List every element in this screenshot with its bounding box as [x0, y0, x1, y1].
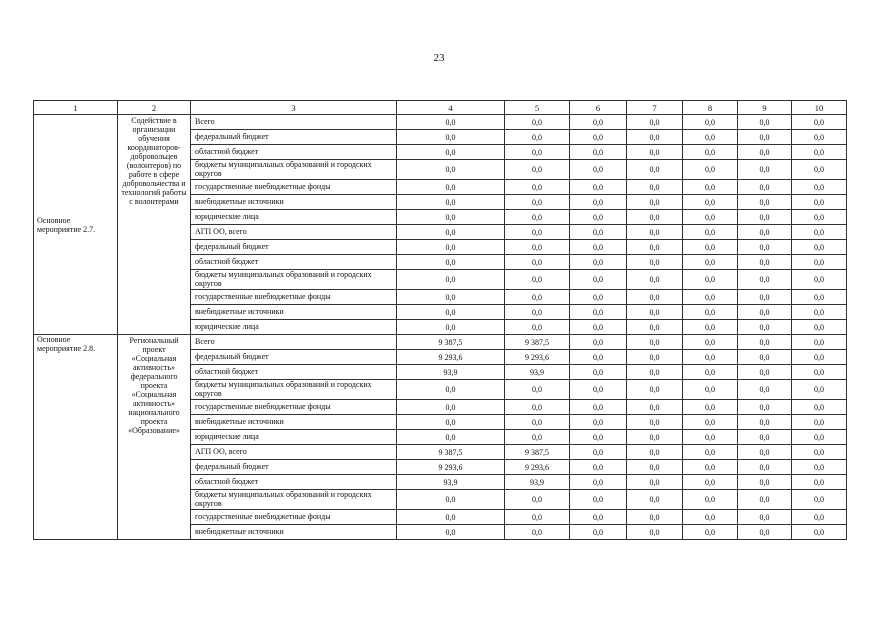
value-cell-col-6: 0,0 [570, 255, 627, 270]
header-col-6: 6 [570, 101, 627, 115]
value-cell-col-4: 0,0 [397, 525, 505, 540]
funding-source-cell: бюджеты муниципальных образований и городских округов [191, 490, 397, 510]
value-cell-col-8: 0,0 [683, 460, 738, 475]
value-cell-col-4: 0,0 [397, 290, 505, 305]
value-cell-col-6: 0,0 [570, 145, 627, 160]
event-description-cell: Содействие в организации обучения координаторов-добровольцев (волонтеров) по работе в сфере добровольчества и технологий работы с волонтерами [118, 115, 191, 335]
value-cell-col-9: 0,0 [738, 430, 792, 445]
value-cell-col-4: 0,0 [397, 180, 505, 195]
value-cell-col-7: 0,0 [627, 225, 683, 240]
value-cell-col-7: 0,0 [627, 525, 683, 540]
funding-source-cell: государственные внебюджетные фонды [191, 510, 397, 525]
value-cell-col-8: 0,0 [683, 270, 738, 290]
value-cell-col-7: 0,0 [627, 400, 683, 415]
value-cell-col-10: 0,0 [792, 145, 847, 160]
header-col-9: 9 [738, 101, 792, 115]
funding-source-cell: Всего [191, 115, 397, 130]
event-name-cell: Основное мероприятие 2.8. [34, 335, 118, 540]
value-cell-col-4: 9 387,5 [397, 445, 505, 460]
value-cell-col-8: 0,0 [683, 290, 738, 305]
value-cell-col-6: 0,0 [570, 415, 627, 430]
value-cell-col-6: 0,0 [570, 210, 627, 225]
funding-source-cell: юридические лица [191, 320, 397, 335]
value-cell-col-7: 0,0 [627, 270, 683, 290]
value-cell-col-8: 0,0 [683, 510, 738, 525]
value-cell-col-6: 0,0 [570, 380, 627, 400]
value-cell-col-5: 0,0 [505, 400, 570, 415]
event-description-cell: Региональный проект «Социальная активность» федерального проекта «Социальная активность» национального проекта «Образование» [118, 335, 191, 540]
value-cell-col-8: 0,0 [683, 195, 738, 210]
value-cell-col-10: 0,0 [792, 525, 847, 540]
value-cell-col-4: 0,0 [397, 145, 505, 160]
value-cell-col-9: 0,0 [738, 130, 792, 145]
value-cell-col-5: 0,0 [505, 270, 570, 290]
value-cell-col-7: 0,0 [627, 335, 683, 350]
value-cell-col-9: 0,0 [738, 415, 792, 430]
value-cell-col-6: 0,0 [570, 320, 627, 335]
value-cell-col-8: 0,0 [683, 320, 738, 335]
value-cell-col-5: 0,0 [505, 160, 570, 180]
value-cell-col-8: 0,0 [683, 305, 738, 320]
value-cell-col-4: 0,0 [397, 225, 505, 240]
value-cell-col-7: 0,0 [627, 195, 683, 210]
value-cell-col-6: 0,0 [570, 335, 627, 350]
value-cell-col-6: 0,0 [570, 225, 627, 240]
value-cell-col-9: 0,0 [738, 160, 792, 180]
value-cell-col-9: 0,0 [738, 210, 792, 225]
value-cell-col-4: 0,0 [397, 130, 505, 145]
value-cell-col-9: 0,0 [738, 195, 792, 210]
value-cell-col-10: 0,0 [792, 305, 847, 320]
value-cell-col-5: 0,0 [505, 320, 570, 335]
funding-source-cell: бюджеты муниципальных образований и городских округов [191, 160, 397, 180]
value-cell-col-10: 0,0 [792, 255, 847, 270]
value-cell-col-4: 9 293,6 [397, 350, 505, 365]
header-col-7: 7 [627, 101, 683, 115]
value-cell-col-5: 93,9 [505, 475, 570, 490]
value-cell-col-4: 0,0 [397, 210, 505, 225]
value-cell-col-9: 0,0 [738, 510, 792, 525]
value-cell-col-10: 0,0 [792, 380, 847, 400]
value-cell-col-9: 0,0 [738, 320, 792, 335]
value-cell-col-6: 0,0 [570, 130, 627, 145]
value-cell-col-9: 0,0 [738, 400, 792, 415]
value-cell-col-8: 0,0 [683, 400, 738, 415]
value-cell-col-6: 0,0 [570, 445, 627, 460]
value-cell-col-5: 9 387,5 [505, 445, 570, 460]
value-cell-col-10: 0,0 [792, 270, 847, 290]
value-cell-col-10: 0,0 [792, 460, 847, 475]
value-cell-col-10: 0,0 [792, 335, 847, 350]
funding-source-cell: внебюджетные источники [191, 415, 397, 430]
funding-source-cell: областной бюджет [191, 365, 397, 380]
funding-source-cell: областной бюджет [191, 475, 397, 490]
value-cell-col-10: 0,0 [792, 160, 847, 180]
value-cell-col-7: 0,0 [627, 460, 683, 475]
value-cell-col-4: 0,0 [397, 400, 505, 415]
value-cell-col-6: 0,0 [570, 240, 627, 255]
value-cell-col-5: 0,0 [505, 240, 570, 255]
value-cell-col-8: 0,0 [683, 335, 738, 350]
value-cell-col-8: 0,0 [683, 255, 738, 270]
value-cell-col-7: 0,0 [627, 210, 683, 225]
value-cell-col-10: 0,0 [792, 115, 847, 130]
value-cell-col-5: 9 387,5 [505, 335, 570, 350]
value-cell-col-8: 0,0 [683, 380, 738, 400]
value-cell-col-4: 0,0 [397, 490, 505, 510]
value-cell-col-9: 0,0 [738, 225, 792, 240]
value-cell-col-4: 0,0 [397, 305, 505, 320]
value-cell-col-4: 0,0 [397, 430, 505, 445]
value-cell-col-6: 0,0 [570, 270, 627, 290]
funding-source-cell: юридические лица [191, 430, 397, 445]
value-cell-col-4: 9 387,5 [397, 335, 505, 350]
value-cell-col-8: 0,0 [683, 365, 738, 380]
value-cell-col-8: 0,0 [683, 430, 738, 445]
value-cell-col-4: 0,0 [397, 240, 505, 255]
value-cell-col-7: 0,0 [627, 380, 683, 400]
value-cell-col-5: 0,0 [505, 415, 570, 430]
header-col-4: 4 [397, 101, 505, 115]
value-cell-col-9: 0,0 [738, 460, 792, 475]
funding-source-cell: областной бюджет [191, 145, 397, 160]
value-cell-col-9: 0,0 [738, 305, 792, 320]
value-cell-col-5: 0,0 [505, 210, 570, 225]
value-cell-col-4: 0,0 [397, 510, 505, 525]
funding-source-cell: областной бюджет [191, 255, 397, 270]
value-cell-col-10: 0,0 [792, 430, 847, 445]
value-cell-col-6: 0,0 [570, 475, 627, 490]
value-cell-col-8: 0,0 [683, 445, 738, 460]
header-col-3: 3 [191, 101, 397, 115]
value-cell-col-5: 0,0 [505, 145, 570, 160]
value-cell-col-10: 0,0 [792, 240, 847, 255]
funding-source-cell: АГП ОО, всего [191, 225, 397, 240]
value-cell-col-5: 0,0 [505, 380, 570, 400]
funding-source-cell: государственные внебюджетные фонды [191, 290, 397, 305]
value-cell-col-10: 0,0 [792, 415, 847, 430]
budget-table [33, 100, 847, 540]
value-cell-col-7: 0,0 [627, 115, 683, 130]
value-cell-col-8: 0,0 [683, 525, 738, 540]
value-cell-col-8: 0,0 [683, 210, 738, 225]
value-cell-col-7: 0,0 [627, 305, 683, 320]
value-cell-col-8: 0,0 [683, 130, 738, 145]
value-cell-col-7: 0,0 [627, 320, 683, 335]
value-cell-col-4: 0,0 [397, 255, 505, 270]
value-cell-col-8: 0,0 [683, 145, 738, 160]
value-cell-col-7: 0,0 [627, 350, 683, 365]
value-cell-col-9: 0,0 [738, 115, 792, 130]
value-cell-col-5: 0,0 [505, 130, 570, 145]
value-cell-col-10: 0,0 [792, 290, 847, 305]
value-cell-col-6: 0,0 [570, 460, 627, 475]
value-cell-col-7: 0,0 [627, 240, 683, 255]
value-cell-col-9: 0,0 [738, 350, 792, 365]
value-cell-col-9: 0,0 [738, 270, 792, 290]
value-cell-col-4: 0,0 [397, 160, 505, 180]
value-cell-col-8: 0,0 [683, 475, 738, 490]
funding-source-cell: внебюджетные источники [191, 525, 397, 540]
value-cell-col-9: 0,0 [738, 475, 792, 490]
value-cell-col-9: 0,0 [738, 145, 792, 160]
value-cell-col-4: 0,0 [397, 320, 505, 335]
value-cell-col-5: 0,0 [505, 255, 570, 270]
funding-source-cell: внебюджетные источники [191, 305, 397, 320]
value-cell-col-6: 0,0 [570, 430, 627, 445]
value-cell-col-7: 0,0 [627, 445, 683, 460]
value-cell-col-6: 0,0 [570, 365, 627, 380]
value-cell-col-8: 0,0 [683, 180, 738, 195]
value-cell-col-10: 0,0 [792, 210, 847, 225]
value-cell-col-5: 0,0 [505, 225, 570, 240]
value-cell-col-5: 93,9 [505, 365, 570, 380]
value-cell-col-5: 0,0 [505, 510, 570, 525]
value-cell-col-4: 93,9 [397, 365, 505, 380]
value-cell-col-6: 0,0 [570, 290, 627, 305]
value-cell-col-5: 0,0 [505, 290, 570, 305]
value-cell-col-4: 0,0 [397, 380, 505, 400]
value-cell-col-9: 0,0 [738, 255, 792, 270]
value-cell-col-10: 0,0 [792, 180, 847, 195]
value-cell-col-4: 9 293,6 [397, 460, 505, 475]
value-cell-col-9: 0,0 [738, 365, 792, 380]
value-cell-col-5: 0,0 [505, 305, 570, 320]
value-cell-col-7: 0,0 [627, 290, 683, 305]
value-cell-col-10: 0,0 [792, 475, 847, 490]
value-cell-col-4: 93,9 [397, 475, 505, 490]
value-cell-col-7: 0,0 [627, 490, 683, 510]
value-cell-col-6: 0,0 [570, 510, 627, 525]
value-cell-col-10: 0,0 [792, 510, 847, 525]
table-row [34, 335, 847, 350]
value-cell-col-6: 0,0 [570, 195, 627, 210]
value-cell-col-7: 0,0 [627, 365, 683, 380]
page-number: 23 [433, 52, 445, 64]
header-row [34, 101, 847, 115]
value-cell-col-6: 0,0 [570, 160, 627, 180]
value-cell-col-4: 0,0 [397, 415, 505, 430]
value-cell-col-10: 0,0 [792, 445, 847, 460]
value-cell-col-10: 0,0 [792, 225, 847, 240]
value-cell-col-8: 0,0 [683, 490, 738, 510]
funding-source-cell: федеральный бюджет [191, 460, 397, 475]
value-cell-col-7: 0,0 [627, 255, 683, 270]
value-cell-col-10: 0,0 [792, 320, 847, 335]
value-cell-col-7: 0,0 [627, 475, 683, 490]
header-col-2: 2 [118, 101, 191, 115]
header-col-8: 8 [683, 101, 738, 115]
value-cell-col-6: 0,0 [570, 400, 627, 415]
value-cell-col-9: 0,0 [738, 490, 792, 510]
value-cell-col-8: 0,0 [683, 160, 738, 180]
value-cell-col-10: 0,0 [792, 400, 847, 415]
value-cell-col-9: 0,0 [738, 445, 792, 460]
value-cell-col-9: 0,0 [738, 240, 792, 255]
value-cell-col-9: 0,0 [738, 380, 792, 400]
header-col-10: 10 [792, 101, 847, 115]
funding-source-cell: федеральный бюджет [191, 240, 397, 255]
value-cell-col-6: 0,0 [570, 490, 627, 510]
funding-source-cell: государственные внебюджетные фонды [191, 400, 397, 415]
value-cell-col-7: 0,0 [627, 130, 683, 145]
value-cell-col-4: 0,0 [397, 270, 505, 290]
event-name-cell: Основное мероприятие 2.7. [34, 115, 118, 335]
value-cell-col-10: 0,0 [792, 365, 847, 380]
value-cell-col-9: 0,0 [738, 290, 792, 305]
value-cell-col-5: 0,0 [505, 115, 570, 130]
value-cell-col-9: 0,0 [738, 525, 792, 540]
funding-source-cell: бюджеты муниципальных образований и городских округов [191, 380, 397, 400]
funding-source-cell: внебюджетные источники [191, 195, 397, 210]
value-cell-col-7: 0,0 [627, 510, 683, 525]
value-cell-col-8: 0,0 [683, 415, 738, 430]
value-cell-col-9: 0,0 [738, 180, 792, 195]
value-cell-col-6: 0,0 [570, 350, 627, 365]
value-cell-col-4: 0,0 [397, 115, 505, 130]
value-cell-col-5: 0,0 [505, 195, 570, 210]
funding-source-cell: государственные внебюджетные фонды [191, 180, 397, 195]
value-cell-col-8: 0,0 [683, 350, 738, 365]
value-cell-col-5: 9 293,6 [505, 350, 570, 365]
value-cell-col-10: 0,0 [792, 350, 847, 365]
value-cell-col-8: 0,0 [683, 240, 738, 255]
value-cell-col-5: 0,0 [505, 180, 570, 195]
value-cell-col-10: 0,0 [792, 130, 847, 145]
value-cell-col-5: 0,0 [505, 430, 570, 445]
value-cell-col-9: 0,0 [738, 335, 792, 350]
value-cell-col-6: 0,0 [570, 305, 627, 320]
header-col-5: 5 [505, 101, 570, 115]
value-cell-col-6: 0,0 [570, 180, 627, 195]
value-cell-col-8: 0,0 [683, 225, 738, 240]
funding-source-cell: бюджеты муниципальных образований и городских округов [191, 270, 397, 290]
funding-source-cell: юридические лица [191, 210, 397, 225]
value-cell-col-10: 0,0 [792, 490, 847, 510]
funding-source-cell: АГП ОО, всего [191, 445, 397, 460]
value-cell-col-5: 9 293,6 [505, 460, 570, 475]
funding-source-cell: Всего [191, 335, 397, 350]
value-cell-col-6: 0,0 [570, 525, 627, 540]
value-cell-col-6: 0,0 [570, 115, 627, 130]
funding-source-cell: федеральный бюджет [191, 130, 397, 145]
value-cell-col-7: 0,0 [627, 180, 683, 195]
value-cell-col-10: 0,0 [792, 195, 847, 210]
value-cell-col-4: 0,0 [397, 195, 505, 210]
value-cell-col-5: 0,0 [505, 525, 570, 540]
value-cell-col-7: 0,0 [627, 415, 683, 430]
value-cell-col-8: 0,0 [683, 115, 738, 130]
value-cell-col-7: 0,0 [627, 160, 683, 180]
header-col-1: 1 [34, 101, 118, 115]
table-row [34, 115, 847, 130]
value-cell-col-7: 0,0 [627, 145, 683, 160]
value-cell-col-7: 0,0 [627, 430, 683, 445]
value-cell-col-5: 0,0 [505, 490, 570, 510]
funding-source-cell: федеральный бюджет [191, 350, 397, 365]
